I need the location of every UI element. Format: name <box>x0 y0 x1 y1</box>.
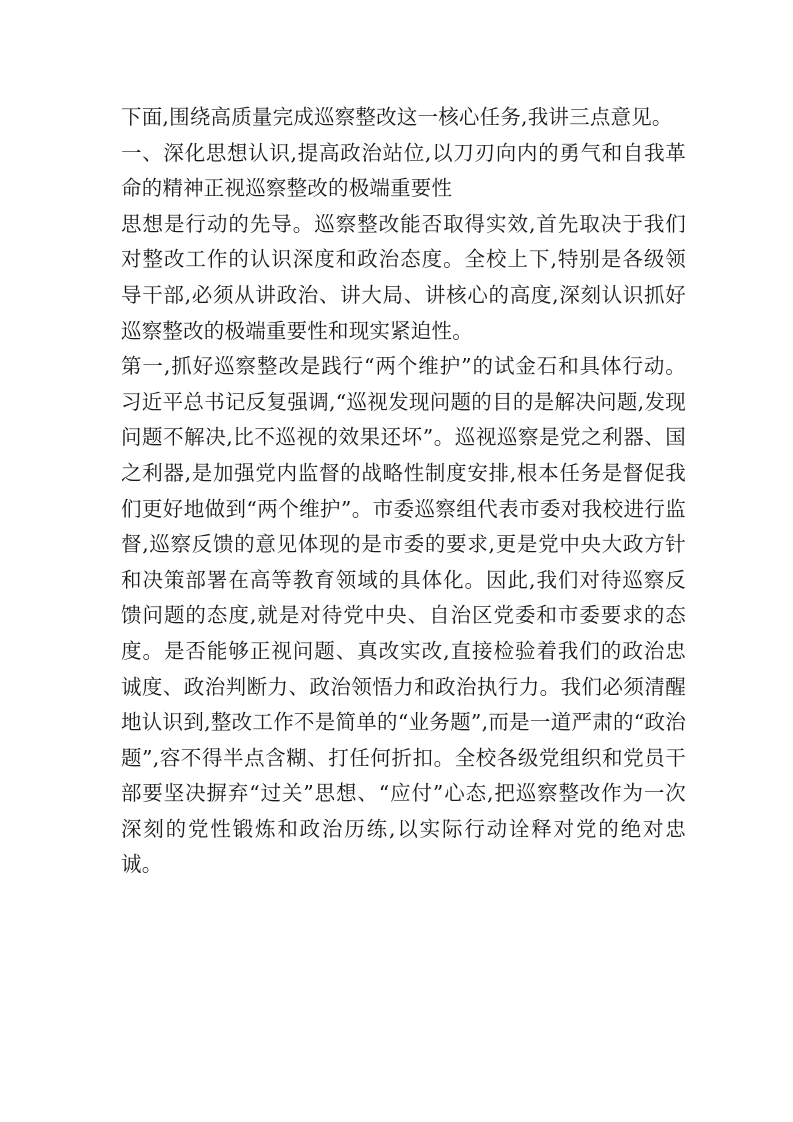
section-heading: 一、深化思想认识,提高政治站位,以刀刃向内的勇气和自我革命的精神正视巡察整改的极端重要性 <box>121 140 686 201</box>
document-body <box>121 100 686 883</box>
body-paragraph: 思想是行动的先导。巡察整改能否取得实效,首先取决于我们对整改工作的认识深度和政治态度。全校上下,特别是各级领导干部,必须从讲政治、讲大局、讲核心的高度,深刻认识抓好巡察整改的极端重要性和现实紧迫性。 <box>121 211 686 343</box>
body-paragraph: 第一,抓好巡察整改是践行“两个维护”的试金石和具体行动。习近平总书记反复强调,“巡视发现问题的目的是解决问题,发现问题不解决,比不巡视的效果还坏”。巡视巡察是党之利器、国之利器,是加强党内监督的战略性制度安排,根本任务是督促我们更好地做到“两个维护”。市委巡察组代表市委对我校进行监督,巡察反馈的意见体现的是市委的要求,更是党中央大政方针和决策部署在高等教育领域的具体化。因此,我们对待巡察反馈问题的态度,就是对待党中央、自治区党委和市委要求的态度。是否能够正视问题、真改实改,直接检验着我们的政治忠诚度、政治判断力、政治领悟力和政治执行力。我们必须清醒地认识到,整改工作不是简单的“业务题”,而是一道严肃的“政治题”,容不得半点含糊、打任何折扣。全校各级党组织和党员干部要坚决摒弃“过关”思想、“应付”心态,把巡察整改作为一次深刻的党性锻炼和政治历练,以实际行动诠释对党的绝对忠诚。 <box>121 354 686 877</box>
intro-paragraph: 下面,围绕高质量完成巡察整改这一核心任务,我讲三点意见。 <box>121 105 673 129</box>
